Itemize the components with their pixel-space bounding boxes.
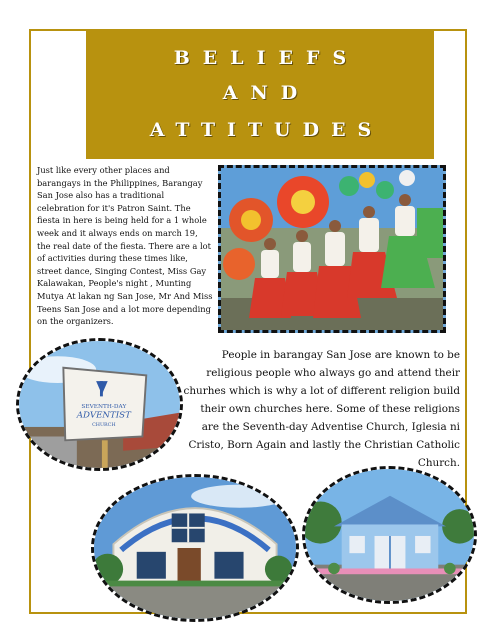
religion-paragraph: People in barangay San Jose are known to be religious people who always go and attend their churhes which is why a lot of different religion build their own churches here. Some of these religions are the Seventh-day Adventise Church, Iglesia ni Cristo, Born Again and lastly the Christian Catholic Church. (183, 349, 460, 469)
church-sign-photo (16, 338, 183, 471)
street-dance-photo (218, 165, 446, 333)
sign-line-3: CHURCH (92, 422, 116, 428)
blue-chapel-photo (302, 466, 477, 604)
white-church-photo (91, 474, 299, 622)
title-banner (86, 31, 434, 159)
fiesta-paragraph: Just like every other places and barangays in the Philippines, Barangay San Jose also has a traditional celebration for it's Patron Saint. The fiesta in here is being held for a 1 whole week and it always ends on march 19, the real date of the fiesta. There are a lot of activities during these times like, street dance, Singing Contest, Miss Gay Kalawakan, People's night , Munting Mutya At lakan ng San Jose, Mr And Miss Teens San Jose and a lot more depending on the organizers. (37, 165, 213, 327)
title-line-1: BELIEFS (173, 47, 360, 69)
sign-line-1: SEVENTH-DAY (81, 403, 127, 410)
sign-line-2: ADVENTIST (76, 410, 131, 421)
title-line-3: ATTITUDES (149, 119, 384, 141)
title-line-2: AND (222, 82, 311, 104)
